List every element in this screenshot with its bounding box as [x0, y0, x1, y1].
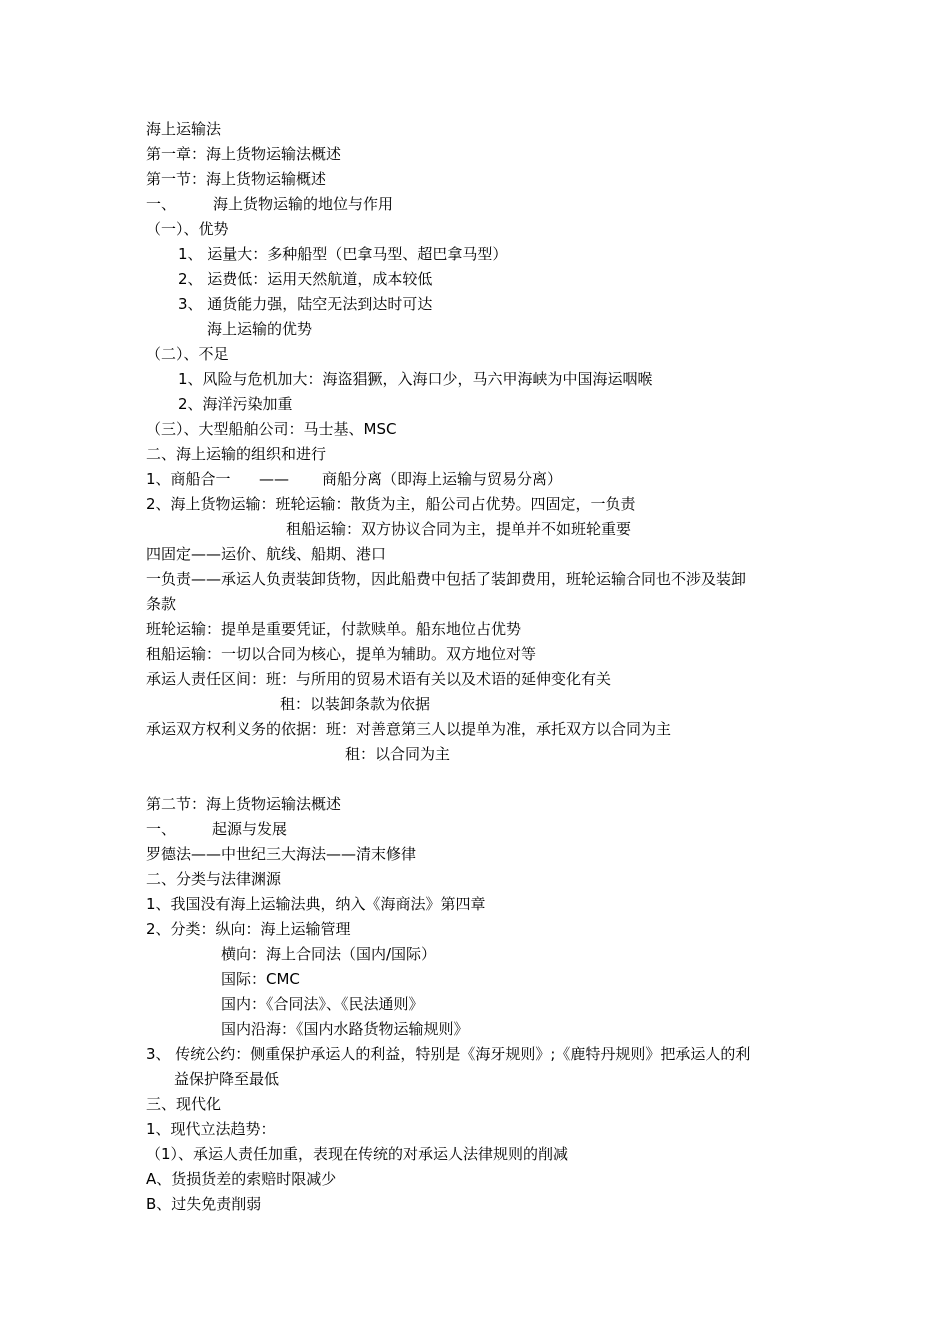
section-heading: 第二节：海上货物运输法概述	[146, 795, 342, 813]
list-item: 2、海洋污染加重	[178, 395, 293, 413]
list-item: A、货损货差的索赔时限减少	[146, 1170, 337, 1188]
text-line: 3、 传统公约：侧重保护承运人的利益，特别是《海牙规则》;《鹿特丹规则》把承运人的利	[146, 1045, 751, 1063]
text-line: 1、我国没有海上运输法典，纳入《海商法》第四章	[146, 895, 486, 913]
text-line: 租：以装卸条款为依据	[280, 695, 431, 713]
text-line: 2、分类：纵向：海上运输管理	[146, 920, 351, 938]
text-line: 班轮运输：提单是重要凭证，付款赎单。船东地位占优势	[146, 620, 522, 638]
text-line: 租船运输：双方协议合同为主，提单并不如班轮重要	[286, 520, 632, 538]
list-item: 3、 通货能力强，陆空无法到达时可达	[178, 295, 433, 313]
text-line: 1、商船合一	[146, 470, 231, 488]
subsection-heading: 二、分类与法律渊源	[146, 870, 282, 888]
text-line: 1、现代立法趋势：	[146, 1120, 276, 1138]
list-item: 1、 运量大：多种船型（巴拿马型、超巴拿马型）	[178, 245, 508, 263]
subsection-heading: 海上货物运输的地位与作用	[213, 195, 394, 213]
text-line: 益保护降至最低	[174, 1070, 280, 1088]
text-line: 承运双方权利义务的依据：班：对善意第三人以提单为准，承托双方以合同为主	[146, 720, 672, 738]
text-line: 国内沿海：《国内水路货物运输规则》	[221, 1020, 469, 1038]
subsection-heading: 三、现代化	[146, 1095, 222, 1113]
list-item: 2、 运费低：运用天然航道，成本较低	[178, 270, 433, 288]
list-number: 一、	[146, 195, 177, 213]
text-line: 横向：海上合同法（国内/国际）	[221, 945, 437, 963]
text-line: 国际：CMC	[221, 970, 300, 988]
text-line: 四固定——运价、航线、船期、港口	[146, 545, 387, 563]
text-line: （一）、优势	[146, 220, 229, 238]
list-item: B、过失免责削弱	[146, 1195, 262, 1213]
list-item: 1、风险与危机加大：海盗猖獗，入海口少，马六甲海峡为中国海运咽喉	[178, 370, 653, 388]
doc-title: 海上运输法	[146, 120, 222, 138]
text-line: 2、海上货物运输：班轮运输：散货为主，船公司占优势。四固定，一负责	[146, 495, 636, 513]
text-line: （三）、大型船舶公司：马士基、MSC	[146, 420, 397, 438]
subsection-heading: 二、海上运输的组织和进行	[146, 445, 327, 463]
section-heading: 第一节：海上货物运输概述	[146, 170, 327, 188]
subsection-heading: 起源与发展	[212, 820, 288, 838]
text-line: 承运人责任区间：班：与所用的贸易术语有关以及术语的延伸变化有关	[146, 670, 612, 688]
text-line: 海上运输的优势	[207, 320, 313, 338]
text-line: 租船运输：一切以合同为核心，提单为辅助。双方地位对等	[146, 645, 537, 663]
text-line: 罗德法——中世纪三大海法——清末修律	[146, 845, 417, 863]
text-line: 条款	[146, 595, 177, 613]
text-line: 租：以合同为主	[345, 745, 451, 763]
text-line: 国内：《合同法》、《民法通则》	[221, 995, 424, 1013]
text-line: （1）、承运人责任加重，表现在传统的对承运人法律规则的削减	[146, 1145, 569, 1163]
dash-separator: ——	[259, 470, 289, 488]
list-number: 一、	[146, 820, 177, 838]
chapter-heading: 第一章：海上货物运输法概述	[146, 145, 342, 163]
text-line: 商船分离（即海上运输与贸易分离）	[322, 470, 563, 488]
text-line: （二）、不足	[146, 345, 229, 363]
text-line: 一负责——承运人负责装卸货物，因此船费中包括了装卸费用，班轮运输合同也不涉及装卸	[146, 570, 747, 588]
